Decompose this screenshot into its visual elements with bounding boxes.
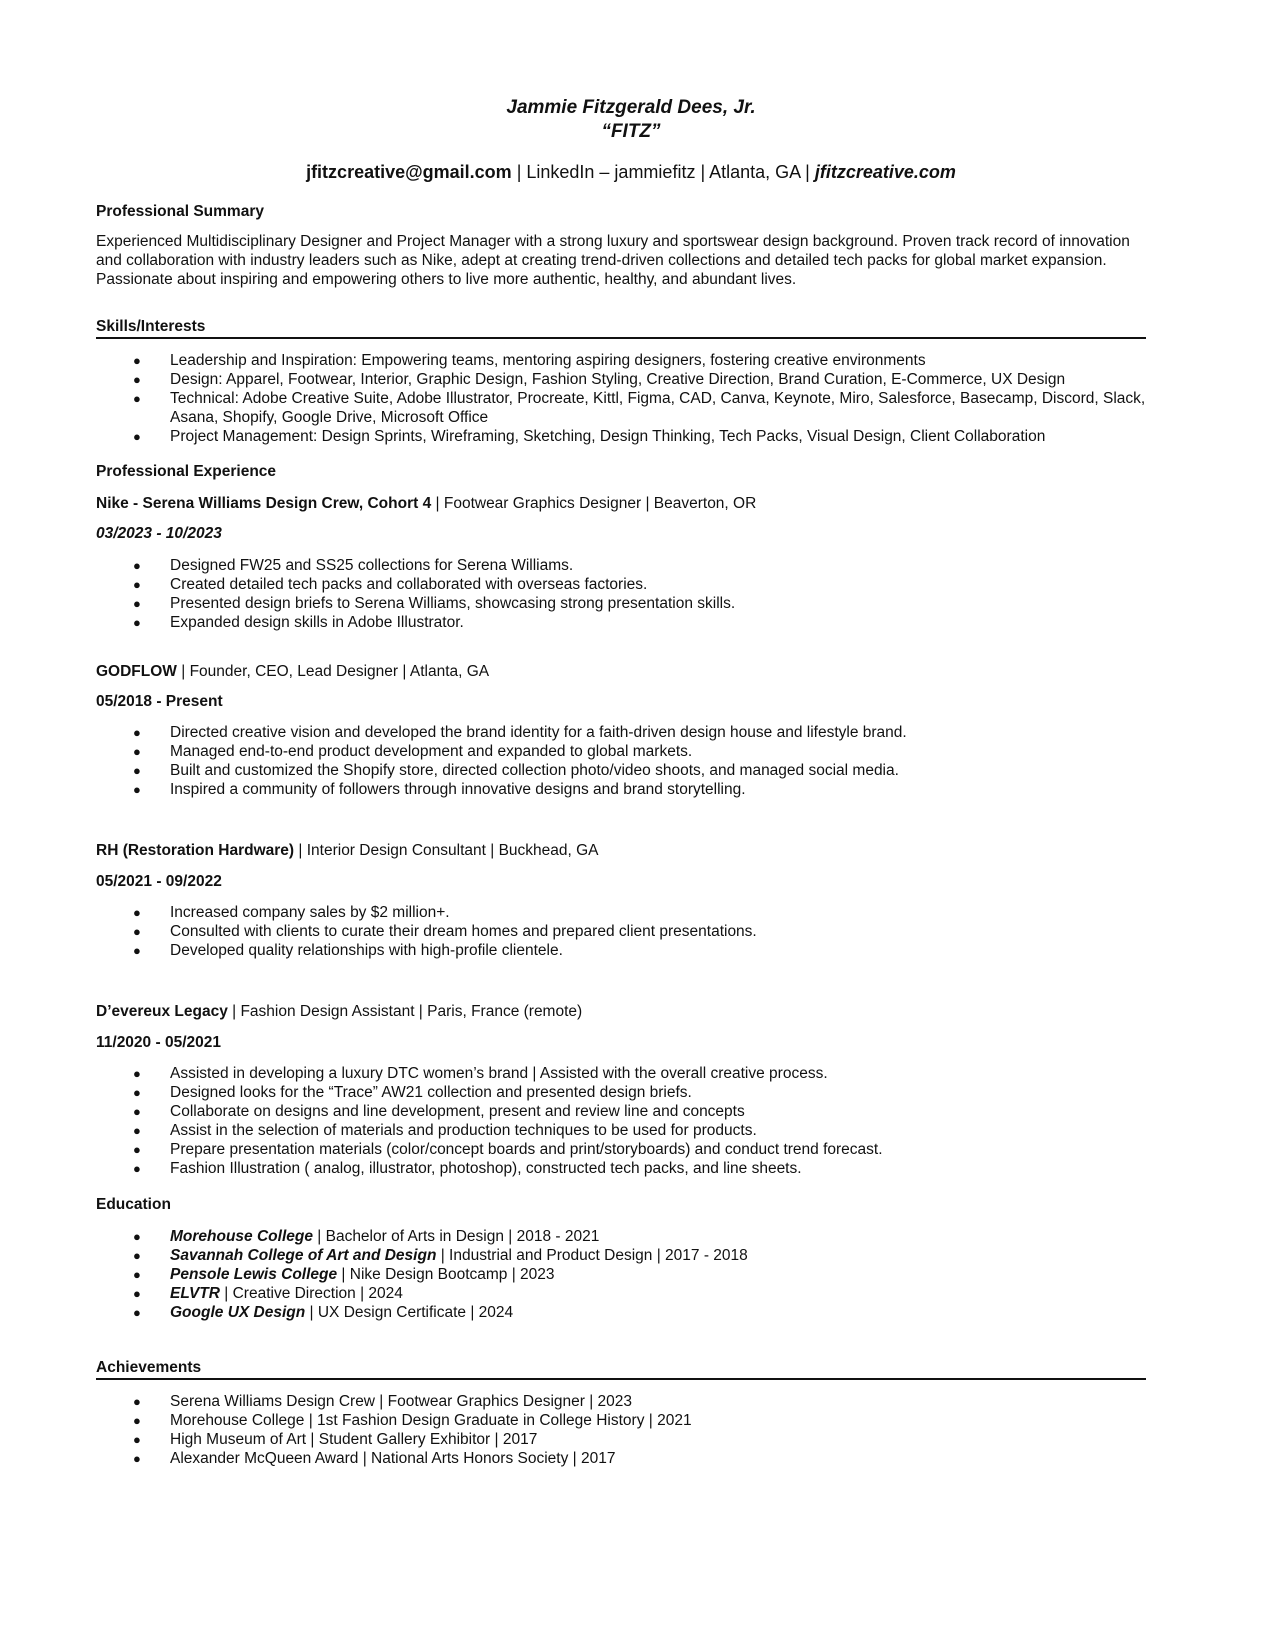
- education-details: | Bachelor of Arts in Design | 2018 - 2021: [312, 1228, 600, 1245]
- candidate-name: Jammie Fitzgerald Dees, Jr.: [506, 97, 756, 118]
- job-details: | Founder, CEO, Lead Designer | Atlanta, GA: [176, 663, 490, 680]
- skill-text: Leadership and Inspiration: Empowering teams, mentoring aspiring designers, fostering creative environments: [170, 352, 926, 369]
- list-item: [96, 1246, 1146, 1265]
- bullet-icon: ●: [133, 1104, 141, 1119]
- bullet-icon: ●: [133, 1451, 141, 1466]
- bullet-icon: ●: [133, 905, 141, 920]
- skill-text: Design: Apparel, Footwear, Interior, Graphic Design, Fashion Styling, Creative Direction, Brand Curation, E-Commerce, UX Design: [170, 371, 1066, 388]
- bullet-icon: ●: [133, 1286, 141, 1301]
- bullet-icon: ●: [133, 1305, 141, 1320]
- list-item: [96, 1159, 1146, 1178]
- skills-list: [96, 351, 1146, 446]
- job-bullet-text: Fashion Illustration ( analog, illustrator, photoshop), constructed tech packs, and line sheets.: [170, 1160, 802, 1177]
- job-bullet-text: Inspired a community of followers through innovative designs and brand storytelling.: [170, 781, 746, 798]
- job-company: RH (Restoration Hardware): [96, 842, 295, 859]
- education-school: Savannah College of Art and Design: [170, 1247, 437, 1264]
- email-link[interactable]: jfitzcreative@gmail.com: [306, 162, 512, 182]
- contact-details: | LinkedIn – jammiefitz | Atlanta, GA |: [511, 162, 815, 182]
- bullet-icon: ●: [133, 1432, 141, 1447]
- bullet-icon: ●: [133, 725, 141, 740]
- list-item: [96, 903, 1146, 922]
- bullet-icon: ●: [133, 391, 141, 406]
- list-item: [96, 389, 1146, 427]
- job-bullet-text: Designed FW25 and SS25 collections for Serena Williams.: [170, 557, 574, 574]
- list-item: [96, 941, 1146, 960]
- bullet-icon: ●: [133, 596, 141, 611]
- resume-page: [96, 96, 1146, 1468]
- list-item: [96, 613, 1146, 632]
- bullet-icon: ●: [133, 353, 141, 368]
- bullet-icon: ●: [133, 763, 141, 778]
- job-bullet-text: Presented design briefs to Serena Williams, showcasing strong presentation skills.: [170, 595, 736, 612]
- list-item: [96, 1449, 1146, 1468]
- bullet-icon: ●: [133, 1413, 141, 1428]
- education-school: Google UX Design: [170, 1304, 306, 1321]
- website-link[interactable]: jfitzcreative.com: [814, 162, 956, 182]
- list-item: [96, 1064, 1146, 1083]
- achievements-list: [96, 1392, 1146, 1468]
- job-bullet-text: Designed looks for the “Trace” AW21 collection and presented design briefs.: [170, 1084, 692, 1101]
- achievement-text: Morehouse College | 1st Fashion Design Graduate in College History | 2021: [170, 1412, 692, 1429]
- job-bullet-text: Assist in the selection of materials and production techniques to be used for products.: [170, 1122, 757, 1139]
- list-item: [96, 556, 1146, 575]
- education-heading: Education: [96, 1196, 171, 1213]
- experience-heading: Professional Experience: [96, 463, 277, 480]
- bullet-icon: ●: [133, 1229, 141, 1244]
- contact-line: [96, 160, 1146, 184]
- education-details: | Industrial and Product Design | 2017 - 2018: [436, 1247, 748, 1264]
- job-bullet-text: Built and customized the Shopify store, directed collection photo/video shoots, and managed social media.: [170, 762, 899, 779]
- education-school: Pensole Lewis College: [170, 1266, 338, 1283]
- list-item: [96, 575, 1146, 594]
- list-item: [96, 780, 1146, 799]
- bullet-icon: ●: [133, 782, 141, 797]
- list-item: [96, 1227, 1146, 1246]
- bullet-icon: ●: [133, 1267, 141, 1282]
- list-item: [96, 1392, 1146, 1411]
- achievement-text: Alexander McQueen Award | National Arts Honors Society | 2017: [170, 1450, 616, 1467]
- list-item: [96, 761, 1146, 780]
- bullet-icon: ●: [133, 1248, 141, 1263]
- job-bullet-text: Developed quality relationships with high-profile clientele.: [170, 942, 563, 959]
- job-bullets: [96, 1064, 1146, 1178]
- job-details: | Footwear Graphics Designer | Beaverton, OR: [431, 495, 757, 512]
- list-item: [96, 742, 1146, 761]
- list-item: [96, 594, 1146, 613]
- bullet-icon: ●: [133, 558, 141, 573]
- job-bullet-text: Collaborate on designs and line development, present and review line and concepts: [170, 1103, 745, 1120]
- skills-heading: Skills/Interests: [96, 317, 1146, 339]
- summary-heading: Professional Summary: [96, 203, 264, 220]
- education-school: ELVTR: [170, 1285, 220, 1302]
- list-item: [96, 427, 1146, 446]
- list-item: [96, 922, 1146, 941]
- list-item: [96, 1083, 1146, 1102]
- job-heading: [96, 1002, 1146, 1022]
- job-bullet-text: Directed creative vision and developed the brand identity for a faith-driven design house and lifestyle brand.: [170, 724, 907, 741]
- bullet-icon: ●: [133, 1123, 141, 1138]
- list-item: [96, 1102, 1146, 1121]
- education-details: | Nike Design Bootcamp | 2023: [337, 1266, 555, 1283]
- job-dates: 05/2018 - Present: [96, 693, 223, 710]
- bullet-icon: ●: [133, 1085, 141, 1100]
- job-heading: [96, 662, 1146, 682]
- job-company: GODFLOW: [96, 663, 177, 680]
- list-item: [96, 723, 1146, 742]
- bullet-icon: ●: [133, 1142, 141, 1157]
- achievement-text: High Museum of Art | Student Gallery Exhibitor | 2017: [170, 1431, 538, 1448]
- list-item: [96, 1265, 1146, 1284]
- job-bullets: [96, 556, 1146, 632]
- job-bullets: [96, 723, 1146, 799]
- job-heading: [96, 494, 1146, 514]
- education-school: Morehouse College: [170, 1228, 313, 1245]
- achievements-heading: Achievements: [96, 1358, 1146, 1380]
- achievement-text: Serena Williams Design Crew | Footwear Graphics Designer | 2023: [170, 1393, 633, 1410]
- list-item: [96, 370, 1146, 389]
- bullet-icon: ●: [133, 1066, 141, 1081]
- education-list: [96, 1227, 1146, 1322]
- bullet-icon: ●: [133, 615, 141, 630]
- bullet-icon: ●: [133, 943, 141, 958]
- job-bullet-text: Consulted with clients to curate their dream homes and prepared client presentations.: [170, 923, 757, 940]
- job-dates: 11/2020 - 05/2021: [96, 1034, 221, 1051]
- list-item: [96, 1303, 1146, 1322]
- education-details: | UX Design Certificate | 2024: [305, 1304, 514, 1321]
- bullet-icon: ●: [133, 1161, 141, 1176]
- candidate-nickname: “FITZ”: [601, 121, 661, 142]
- job-company: Nike - Serena Williams Design Crew, Cohort 4: [96, 495, 432, 512]
- job-company: D’evereux Legacy: [96, 1003, 228, 1020]
- job-bullet-text: Prepare presentation materials (color/concept boards and print/storyboards) and conduct trend forecast.: [170, 1141, 883, 1158]
- job-bullet-text: Created detailed tech packs and collaborated with overseas factories.: [170, 576, 648, 593]
- list-item: [96, 1411, 1146, 1430]
- job-bullets: [96, 903, 1146, 960]
- job-heading: [96, 841, 1146, 861]
- bullet-icon: ●: [133, 429, 141, 444]
- bullet-icon: ●: [133, 744, 141, 759]
- job-bullet-text: Assisted in developing a luxury DTC women’s brand | Assisted with the overall creative process.: [170, 1065, 828, 1082]
- job-bullet-text: Increased company sales by $2 million+.: [170, 904, 450, 921]
- skill-text: Project Management: Design Sprints, Wireframing, Sketching, Design Thinking, Tech Packs, Visual Design, Client Collaboration: [170, 428, 1046, 445]
- bullet-icon: ●: [133, 372, 141, 387]
- summary-text: Experienced Multidisciplinary Designer and Project Manager with a strong luxury and sportswear design background. Proven track record of innovation and collaboration with industry leaders such as Nike, adept at creating trend-driven collections and detailed tech packs for global market expansion. Passionate about inspiring and empowering others to live more authentic, healthy, and abundant lives.: [96, 233, 1130, 288]
- job-bullet-text: Managed end-to-end product development and expanded to global markets.: [170, 743, 693, 760]
- bullet-icon: ●: [133, 924, 141, 939]
- job-details: | Interior Design Consultant | Buckhead, GA: [294, 842, 599, 859]
- list-item: [96, 1140, 1146, 1159]
- skill-text: Technical: Adobe Creative Suite, Adobe Illustrator, Procreate, Kittl, Figma, CAD, Canva, Keynote, Miro, Salesforce, Basecamp, Discord, Slack, Asana, Shopify, Google Drive, Microsoft Office: [170, 390, 1146, 426]
- list-item: [96, 1121, 1146, 1140]
- bullet-icon: ●: [133, 577, 141, 592]
- job-bullet-text: Expanded design skills in Adobe Illustrator.: [170, 614, 464, 631]
- job-dates: 03/2023 - 10/2023: [96, 525, 222, 542]
- job-dates: 05/2021 - 09/2022: [96, 873, 222, 890]
- job-details: | Fashion Design Assistant | Paris, France (remote): [227, 1003, 583, 1020]
- list-item: [96, 1284, 1146, 1303]
- list-item: [96, 1430, 1146, 1449]
- education-details: | Creative Direction | 2024: [219, 1285, 403, 1302]
- list-item: [96, 351, 1146, 370]
- bullet-icon: ●: [133, 1394, 141, 1409]
